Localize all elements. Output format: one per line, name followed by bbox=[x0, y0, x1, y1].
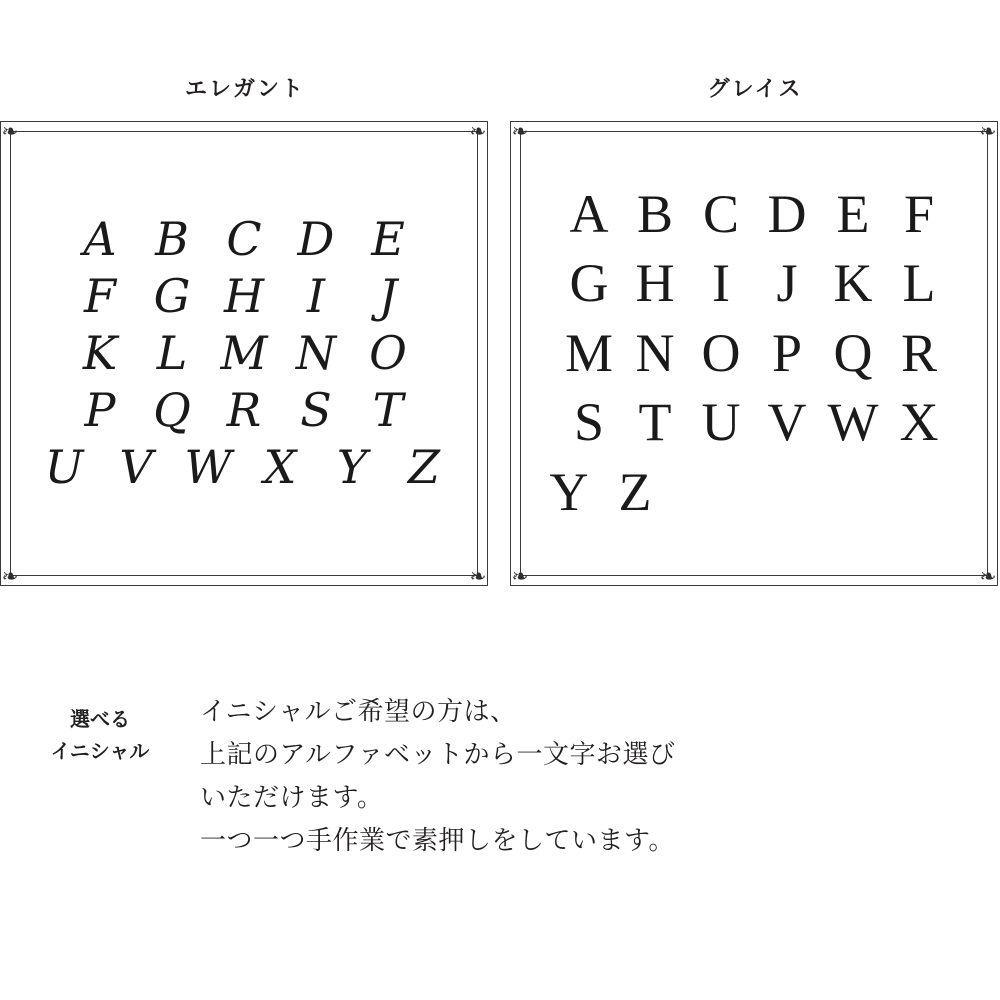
letter-glyph: T bbox=[372, 382, 404, 437]
alphabet-row bbox=[23, 441, 465, 494]
letter-glyph: U bbox=[44, 439, 84, 494]
letter-glyph: F bbox=[903, 183, 935, 244]
panel-elegant bbox=[0, 0, 490, 586]
alphabet-grid-elegant bbox=[23, 144, 465, 563]
letter-glyph: Q bbox=[153, 382, 191, 437]
alphabet-row bbox=[23, 327, 465, 380]
caption-line: イニシャルご希望の方は、 bbox=[200, 696, 517, 726]
alphabet-row bbox=[23, 270, 465, 323]
letter-glyph: H bbox=[635, 253, 675, 314]
letter-glyph: B bbox=[636, 183, 674, 244]
alphabet-row bbox=[23, 384, 465, 437]
letter-glyph: R bbox=[900, 322, 938, 383]
letter-glyph: L bbox=[156, 326, 188, 381]
alphabet-row bbox=[23, 213, 465, 266]
letter-glyph: X bbox=[899, 392, 939, 453]
alphabet-frame-grace bbox=[510, 121, 998, 586]
letter-glyph: C bbox=[226, 212, 262, 267]
letter-glyph: Z bbox=[408, 439, 440, 494]
caption-label-line1: 選べる bbox=[70, 709, 130, 731]
letter-glyph: C bbox=[702, 183, 740, 244]
ornament-corner-icon: ❧ bbox=[469, 564, 487, 588]
letter-glyph: Q bbox=[833, 322, 873, 383]
letter-glyph: M bbox=[564, 322, 613, 383]
letter-glyph: P bbox=[771, 322, 803, 383]
letter-glyph: L bbox=[902, 253, 936, 314]
letter-glyph: M bbox=[220, 326, 268, 381]
letter-glyph: N bbox=[635, 322, 675, 383]
letter-glyph: V bbox=[119, 439, 153, 494]
letter-glyph: G bbox=[153, 269, 191, 324]
alphabet-frame-elegant bbox=[0, 121, 488, 586]
caption-label-line2: イニシャル bbox=[50, 741, 150, 763]
letter-glyph: K bbox=[82, 326, 118, 381]
caption-block bbox=[0, 690, 1000, 862]
ornament-corner-icon: ❧ bbox=[469, 119, 487, 143]
alphabet-row bbox=[533, 250, 975, 318]
alphabet-grid-grace bbox=[533, 144, 975, 563]
letter-glyph: O bbox=[369, 326, 407, 381]
ornament-corner-icon: ❧ bbox=[511, 119, 529, 143]
letter-glyph: B bbox=[155, 212, 189, 267]
letter-glyph: J bbox=[378, 269, 398, 324]
letter-glyph: D bbox=[297, 212, 335, 267]
ornament-corner-icon: ❧ bbox=[979, 564, 997, 588]
caption-line: 一つ一つ手作業で素押しをしています。 bbox=[200, 824, 675, 855]
letter-glyph: A bbox=[83, 212, 117, 267]
letter-glyph: Z bbox=[618, 461, 652, 522]
letter-glyph: K bbox=[833, 253, 873, 314]
letter-glyph: E bbox=[371, 212, 405, 267]
letter-glyph: I bbox=[712, 253, 730, 314]
ornament-corner-icon: ❧ bbox=[1, 119, 19, 143]
ornament-corner-icon: ❧ bbox=[1, 564, 19, 588]
letter-glyph: W bbox=[827, 392, 879, 453]
alphabet-row bbox=[533, 181, 975, 249]
letter-glyph: O bbox=[701, 322, 741, 383]
panel-title-grace: グレイス bbox=[707, 76, 803, 101]
letter-glyph: I bbox=[306, 269, 326, 324]
alphabet-row bbox=[530, 459, 978, 527]
letter-glyph: P bbox=[84, 382, 116, 437]
letter-glyph: D bbox=[767, 183, 807, 244]
letter-glyph: V bbox=[767, 392, 807, 453]
caption-line: 上記のアルファベットから一文字お選び bbox=[200, 738, 676, 769]
panel-title-elegant: エレガント bbox=[184, 76, 305, 101]
caption-body bbox=[200, 690, 675, 862]
letter-glyph: X bbox=[263, 439, 297, 494]
letter-glyph: H bbox=[223, 269, 265, 324]
alphabet-row bbox=[533, 389, 975, 457]
letter-glyph: T bbox=[638, 392, 672, 453]
caption-line: いただけます。 bbox=[200, 781, 384, 812]
letter-glyph: N bbox=[295, 326, 337, 381]
letter-glyph: R bbox=[226, 382, 262, 437]
letter-glyph: S bbox=[300, 382, 332, 437]
letter-glyph: E bbox=[836, 183, 870, 244]
alphabet-row bbox=[533, 320, 975, 388]
ornament-corner-icon: ❧ bbox=[979, 119, 997, 143]
caption-label bbox=[0, 690, 200, 768]
letter-glyph: G bbox=[569, 253, 609, 314]
letter-glyph: A bbox=[569, 183, 609, 244]
letter-glyph: U bbox=[701, 392, 741, 453]
letter-glyph: Y bbox=[336, 439, 368, 494]
letter-glyph: F bbox=[84, 269, 116, 324]
ornament-corner-icon: ❧ bbox=[511, 564, 529, 588]
letter-glyph: J bbox=[776, 253, 798, 314]
letter-glyph: W bbox=[184, 439, 232, 494]
letter-glyph: S bbox=[573, 392, 605, 453]
panel-grace bbox=[510, 0, 1000, 586]
letter-glyph: Y bbox=[549, 461, 589, 522]
